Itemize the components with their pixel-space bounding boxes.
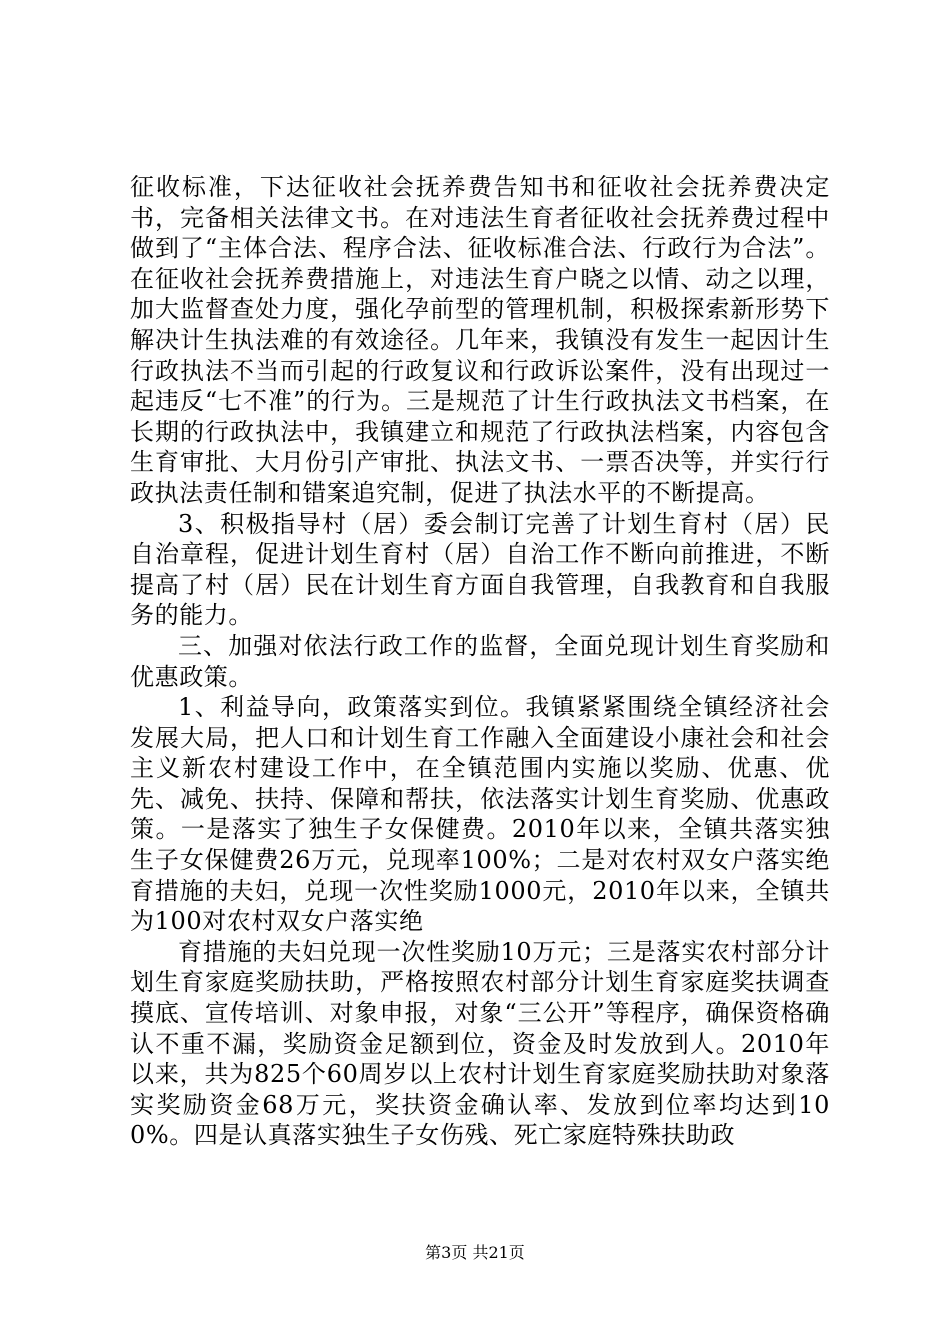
paragraph-incentive-policies: 1、利益导向，政策落实到位。我镇紧紧围绕全镇经济社会发展大局，把人口和计划生育工作融入全面建设小康社会和社会主义新农村建设工作中，在全镇范围内实施以奖励、优惠、优先、减免、扶持、保障和帮扶，依法落实计划生育奖励、优惠政策。一是落实了独生子女保健费。2010年以来，全镇共落实独生子女保健费26万元，兑现率100%；二是对农村双女户落实绝育措施的夫妇，兑现一次性奖励1000元，2010年以来，全镇共为100对农村双女户落实绝 xyxy=(130,693,830,936)
paragraph-reward-assistance: 育措施的夫妇兑现一次性奖励10万元；三是落实农村部分计划生育家庭奖励扶助，严格按照农村部分计划生育家庭奖扶调查摸底、宣传培训、对象申报，对象“三公开”等程序，确保资格确认不重不漏，奖励资金足额到位，资金及时发放到人。2010年以来，共为825个60周岁以上农村计划生育家庭奖励扶助对象落实奖励资金68万元，奖扶资金确认率、发放到位率均达到100%。四是认真落实独生子女伤残、死亡家庭特殊扶助政 xyxy=(130,937,830,1150)
paragraph-enforcement-standards: 征收标准，下达征收社会抚养费告知书和征收社会抚养费决定书，完备相关法律文书。在对违法生育者征收社会抚养费过程中做到了“主体合法、程序合法、征收标准合法、行政行为合法”。在征收社会抚养费措施上，对违法生育户晓之以情、动之以理，加大监督查处力度，强化孕前型的管理机制，积极探索新形势下解决计生执法难的有效途径。几年来，我镇没有发生一起因计生行政执法不当而引起的行政复议和行政诉讼案件，没有出现过一起违反“七不准”的行为。三是规范了计生行政执法文书档案，在长期的行政执法中，我镇建立和规范了行政执法档案，内容包含生育审批、大月份引产审批、执法文书、一票否决等，并实行行政执法责任制和错案追究制，促进了执法水平的不断提高。 xyxy=(130,173,830,507)
page-number-footer: 第3页 共21页 xyxy=(425,1243,525,1262)
section-heading-supervision: 三、加强对依法行政工作的监督，全面兑现计划生育奖励和优惠政策。 xyxy=(130,631,830,691)
paragraph-village-autonomy: 3、积极指导村（居）委会制订完善了计划生育村（居）民自治章程，促进计划生育村（居）自治工作不断向前推进，不断提高了村（居）民在计划生育方面自我管理，自我教育和自我服务的能力。 xyxy=(130,509,830,630)
document-body xyxy=(130,172,830,1151)
